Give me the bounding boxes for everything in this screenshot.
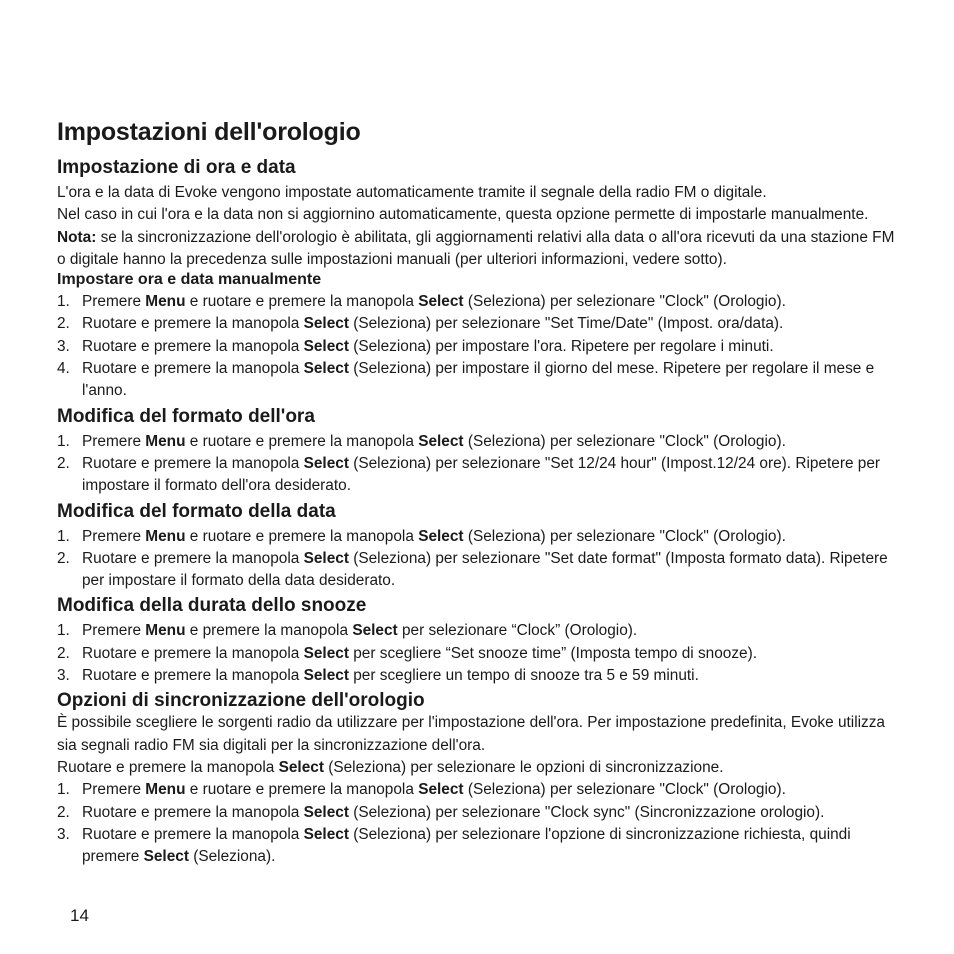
steps-list-sync — [57, 779, 907, 868]
list-item: 2. Ruotare e premere la manopola Select (Seleziona) per selezionare "Set 12/24 hour" (Impost.12/24 ore). Ripetere per impostare il formato dell'ora desiderato. — [57, 454, 881, 495]
list-item: 2. Ruotare e premere la manopola Select (Seleziona) per selezionare "Clock sync" (Sincronizzazione orologio). — [57, 803, 825, 821]
section-heading-sync-options: Opzioni di sincronizzazione dell'orologio — [57, 690, 425, 712]
page-title: Impostazioni dell'orologio — [57, 118, 361, 146]
paragraph-sync-sources: È possibile scegliere le sorgenti radio da utilizzare per l'impostazione dell'ora. Per impostazione predefinita, Evoke utilizza sia segnali radio FM sia digitali per la sincronizzazione dell'ora. — [57, 714, 885, 754]
list-item: 1. Premere Menu e premere la manopola Select per selezionare “Clock” (Orologio). — [57, 622, 638, 640]
note-paragraph — [57, 227, 907, 272]
list-item: 4. Ruotare e premere la manopola Select (Seleziona) per impostare il giorno del mese. Ripetere per regolare il mese e l'anno. — [57, 360, 875, 400]
paragraph-sync-instruction: Ruotare e premere la manopola Select (Seleziona) per selezionare le opzioni di sincronizzazione. — [57, 758, 724, 776]
section-heading-date-format: Modifica del formato della data — [57, 500, 336, 522]
section-heading-snooze: Modifica della durata dello snooze — [57, 595, 367, 617]
steps-list-snooze — [57, 620, 907, 687]
section-heading-time-format: Modifica del formato dell'ora — [57, 405, 315, 427]
list-item: 1. Premere Menu e ruotare e premere la manopola Select (Seleziona) per selezionare "Clock" (Orologio). — [57, 781, 786, 799]
paragraph-auto-sync: L'ora e la data di Evoke vengono impostate automaticamente tramite il segnale della radio FM o digitale. — [57, 184, 767, 201]
steps-list-manual — [57, 291, 907, 402]
list-item: 2. Ruotare e premere la manopola Select (Seleziona) per selezionare "Set date format" (Imposta formato data). Ripetere per impostare il formato della data desiderato. — [57, 549, 888, 590]
list-item: 3. Ruotare e premere la manopola Select (Seleziona) per selezionare l'opzione di sincronizzazione richiesta, quindi premere Select (Seleziona). — [57, 825, 851, 866]
list-item: 3. Ruotare e premere la manopola Select (Seleziona) per impostare l'ora. Ripetere per regolare i minuti. — [57, 337, 774, 355]
paragraph-manual: Nel caso in cui l'ora e la data non si aggiornino automaticamente, questa opzione permette di impostarle manualmente. — [57, 206, 869, 224]
note-label: Nota: — [57, 228, 97, 246]
document-page — [57, 118, 907, 871]
steps-list-date-format — [57, 526, 907, 593]
note-text: se la sincronizzazione dell'orologio è abilitata, gli aggiornamenti relativi alla data o all'ora ricevuti da una stazione FM o digitale hanno la precedenza sulle impostazioni manuali (per ulteriori informazioni, vedere sotto). — [57, 228, 895, 268]
list-item: 1. Premere Menu e ruotare e premere la manopola Select (Seleziona) per selezionare "Clock" (Orologio). — [57, 432, 786, 450]
list-item: 2. Ruotare e premere la manopola Select per scegliere “Set snooze time” (Imposta tempo di snooze). — [57, 644, 757, 662]
list-item: 1. Premere Menu e ruotare e premere la manopola Select (Seleziona) per selezionare "Clock" (Orologio). — [57, 527, 786, 545]
page-number: 14 — [70, 906, 89, 925]
list-item: 2. Ruotare e premere la manopola Select (Seleziona) per selezionare "Set Time/Date" (Impost. ora/data). — [57, 315, 784, 333]
steps-list-time-format — [57, 431, 907, 498]
section-heading-time-date: Impostazione di ora e data — [57, 157, 296, 178]
list-item: 1. Premere Menu e ruotare e premere la manopola Select (Seleziona) per selezionare "Clock" (Orologio). — [57, 293, 786, 311]
subheading-manual-setup: Impostare ora e data manualmente — [57, 271, 322, 289]
list-item: 3. Ruotare e premere la manopola Select per scegliere un tempo di snooze tra 5 e 59 minuti. — [57, 667, 699, 685]
